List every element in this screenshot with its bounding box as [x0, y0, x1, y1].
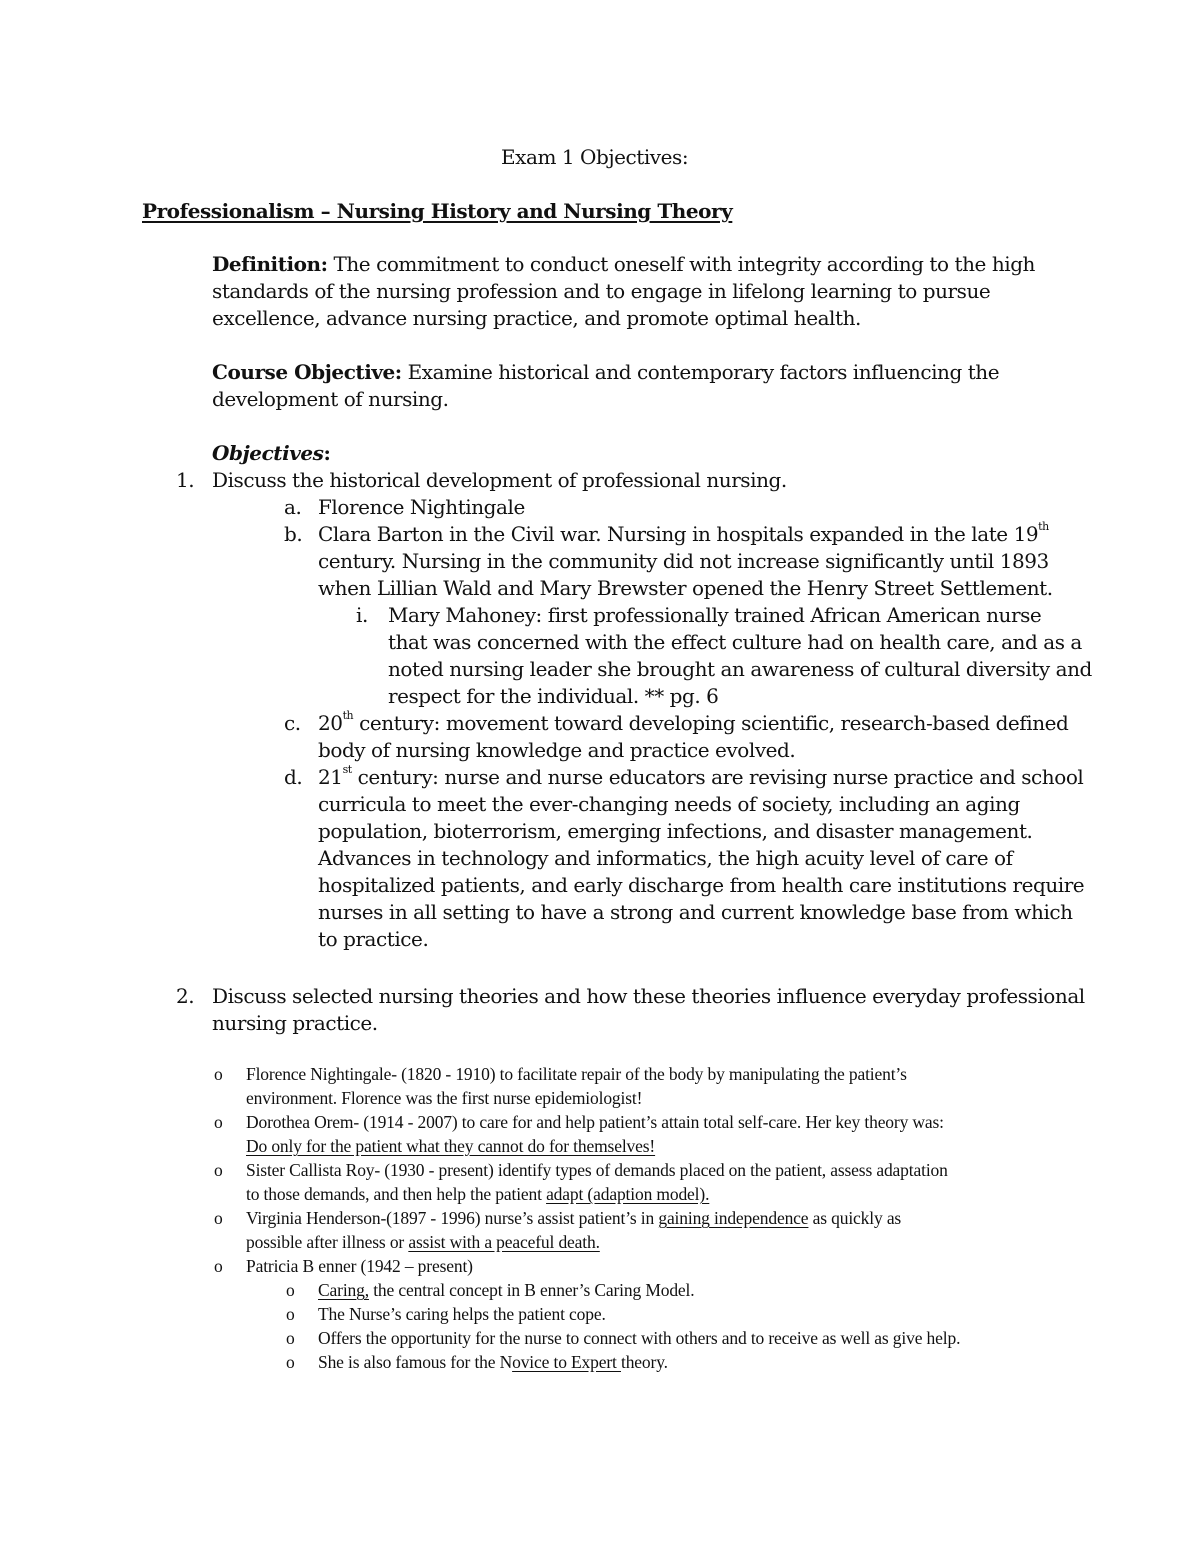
benner-cope: The Nurse’s caring helps the patient cope.	[318, 1304, 606, 1324]
item-1c-superscript: th	[342, 709, 354, 723]
item-1a-marker: a.	[284, 495, 302, 519]
item-1b-i-marker: i.	[356, 603, 368, 627]
item-1d-line-1-text: century: nurse and nurse educators are revising nurse practice and school	[351, 765, 1084, 789]
item-1c-line-1	[318, 710, 1068, 737]
item-1c-line-2: body of nursing knowledge and practice evolved.	[318, 738, 796, 762]
definition-label: Definition:	[212, 252, 328, 276]
orem-key-theory: Do only for the patient what they cannot do for themselves!	[246, 1136, 656, 1156]
item-1c-year: 20	[318, 711, 343, 735]
item-1b-i-line-2: that was concerned with the effect culture had on health care, and as a	[388, 630, 1082, 654]
course-objective-text: Examine historical and contemporary factors influencing the	[401, 360, 1000, 384]
document-title: Exam 1 Objectives:	[501, 145, 689, 169]
item-1-text: Discuss the historical development of professional nursing.	[212, 468, 787, 492]
bullet-icon: o	[214, 1256, 223, 1276]
henderson-gaining-independence: gaining independence	[658, 1208, 809, 1228]
item-1d-line-4: Advances in technology and informatics, the high acuity level of care of	[318, 846, 1013, 870]
item-1b-i-line-1: Mary Mahoney: first professionally trained African American nurse	[388, 603, 1042, 627]
roy-line-1: Sister Callista Roy- (1930 - present) identify types of demands placed on the patient, assess adaptation	[246, 1160, 948, 1180]
orem-line-1: Dorothea Orem- (1914 - 2007) to care for and help patient’s attain total self-care. Her key theory was:	[246, 1112, 944, 1132]
bullet-icon: o	[286, 1280, 295, 1300]
item-2-line-2: nursing practice.	[212, 1011, 378, 1035]
benner-novice-underlined: ovice to Expert	[512, 1352, 621, 1372]
definition-line-3: excellence, advance nursing practice, and promote optimal health.	[212, 306, 861, 330]
henderson-line-2	[246, 1230, 600, 1254]
item-1d-line-2: curricula to meet the ever-changing needs of society, including an aging	[318, 792, 1020, 816]
definition-line-2: standards of the nursing profession and to engage in lifelong learning to pursue	[212, 279, 991, 303]
section-heading: Professionalism – Nursing History and Nursing Theory	[142, 199, 733, 223]
nightingale-line-2: environment. Florence was the first nurse epidemiologist!	[246, 1088, 643, 1108]
roy-line-2-text: to those demands, and then help the patient	[246, 1184, 547, 1204]
item-1-number: 1.	[176, 468, 195, 492]
henderson-peaceful-death: assist with a peaceful death.	[408, 1232, 600, 1252]
item-1b-i-line-4: respect for the individual. ** pg. 6	[388, 684, 719, 708]
definition-line-1	[212, 251, 1035, 278]
benner-novice-pre: She is also famous for the N	[318, 1352, 513, 1372]
roy-adaption-model: adapt (adaption model).	[546, 1184, 710, 1204]
item-1d-superscript: st	[342, 763, 352, 777]
bullet-icon: o	[286, 1352, 295, 1372]
henderson-line-1	[246, 1206, 901, 1230]
henderson-line-1-end: as quickly as	[808, 1208, 902, 1228]
item-1d-line-7: to practice.	[318, 927, 429, 951]
item-1b-marker: b.	[284, 522, 303, 546]
item-1d-year: 21	[318, 765, 343, 789]
objectives-colon: :	[323, 441, 331, 465]
objectives-label: Objectives	[212, 441, 324, 465]
item-1b-line-2: century. Nursing in the community did not increase significantly until 1893	[318, 549, 1049, 573]
benner-caring-word: Caring,	[318, 1280, 369, 1300]
bullet-icon: o	[214, 1112, 223, 1132]
henderson-line-1-text: Virginia Henderson-(1897 - 1996) nurse’s assist patient’s in	[246, 1208, 659, 1228]
item-1d-line-1	[318, 764, 1083, 791]
definition-text: The commitment to conduct oneself with integrity according to the high	[327, 252, 1035, 276]
nightingale-line-1: Florence Nightingale- (1820 - 1910) to facilitate repair of the body by manipulating the patient’s	[246, 1064, 907, 1084]
benner-caring-text: the central concept in B enner’s Caring Model.	[368, 1280, 695, 1300]
item-1a-text: Florence Nightingale	[318, 495, 525, 519]
item-1b-line-3: when Lillian Wald and Mary Brewster opened the Henry Street Settlement.	[318, 576, 1053, 600]
item-1b-line-1-text: Clara Barton in the Civil war. Nursing in hospitals expanded in the late 19	[318, 522, 1039, 546]
bullet-icon: o	[214, 1160, 223, 1180]
item-1c-marker: c.	[284, 711, 301, 735]
benner-novice-to-expert	[318, 1350, 668, 1374]
henderson-line-2-text: possible after illness or	[246, 1232, 409, 1252]
item-1d-marker: d.	[284, 765, 303, 789]
course-objective-line-2: development of nursing.	[212, 387, 449, 411]
item-1d-line-5: hospitalized patients, and early discharge from health care institutions require	[318, 873, 1085, 897]
item-1c-line-1-text: century: movement toward developing scientific, research-based defined	[353, 711, 1069, 735]
benner-line-1: Patricia B enner (1942 – present)	[246, 1256, 473, 1276]
roy-line-2	[246, 1182, 709, 1206]
item-2-line-1: Discuss selected nursing theories and how these theories influence everyday professional	[212, 984, 1085, 1008]
benner-connect: Offers the opportunity for the nurse to connect with others and to receive as well as give help.	[318, 1328, 961, 1348]
item-1b-line-1	[318, 521, 1049, 548]
item-1b-i-line-3: noted nursing leader she brought an awareness of cultural diversity and	[388, 657, 1092, 681]
bullet-icon: o	[214, 1064, 223, 1084]
bullet-icon: o	[286, 1304, 295, 1324]
benner-caring	[318, 1278, 694, 1302]
course-objective-label: Course Objective:	[212, 360, 402, 384]
item-1b-superscript: th	[1038, 520, 1049, 534]
item-1d-line-3: population, bioterrorism, emerging infections, and disaster management.	[318, 819, 1033, 843]
item-2-number: 2.	[176, 984, 195, 1008]
item-1d-line-6: nurses in all setting to have a strong and current knowledge base from which	[318, 900, 1073, 924]
bullet-icon: o	[214, 1208, 223, 1228]
course-objective-line-1	[212, 359, 999, 386]
objectives-heading	[212, 440, 330, 467]
bullet-icon: o	[286, 1328, 295, 1348]
benner-novice-post: theory.	[621, 1352, 668, 1372]
